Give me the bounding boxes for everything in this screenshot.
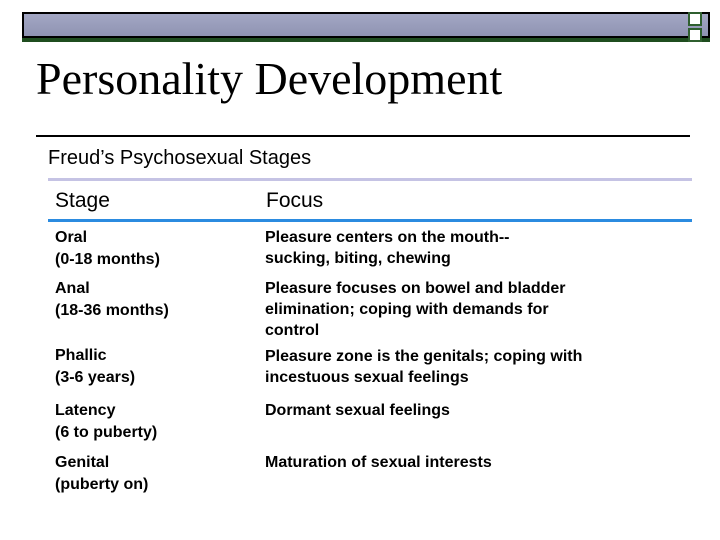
slide-subtitle: Freud’s Psychosexual Stages xyxy=(48,147,312,169)
focus-cell-latency: Dormant sexual feelings xyxy=(265,402,450,419)
stage-cell-genital: Genital (puberty on) xyxy=(55,454,149,493)
title-divider xyxy=(36,135,690,137)
column-header-stage: Stage xyxy=(55,189,110,212)
header-rule xyxy=(48,219,692,222)
stage-cell-latency: Latency (6 to puberty) xyxy=(55,402,158,441)
focus-cell-anal: Pleasure focuses on bowel and bladder elimination; coping with demands for control xyxy=(265,280,566,339)
column-header-focus: Focus xyxy=(266,189,324,212)
slide-header-bar xyxy=(22,12,710,38)
stage-cell-oral: Oral (0-18 months) xyxy=(55,229,160,268)
table-top-rule xyxy=(48,178,692,181)
stage-cell-phallic: Phallic (3-6 years) xyxy=(55,347,136,386)
focus-cell-genital: Maturation of sexual interests xyxy=(265,454,492,471)
slide-title: Personality Development xyxy=(36,53,503,104)
focus-cell-oral: Pleasure centers on the mouth-- sucking, biting, chewing xyxy=(265,229,510,267)
stage-cell-anal: Anal (18-36 months) xyxy=(55,280,169,319)
focus-cell-phallic: Pleasure zone is the genitals; coping with incestuous sexual feelings xyxy=(265,348,583,386)
corner-square-decoration xyxy=(688,28,702,42)
header-underline xyxy=(22,38,710,42)
corner-square-decoration xyxy=(688,12,702,26)
